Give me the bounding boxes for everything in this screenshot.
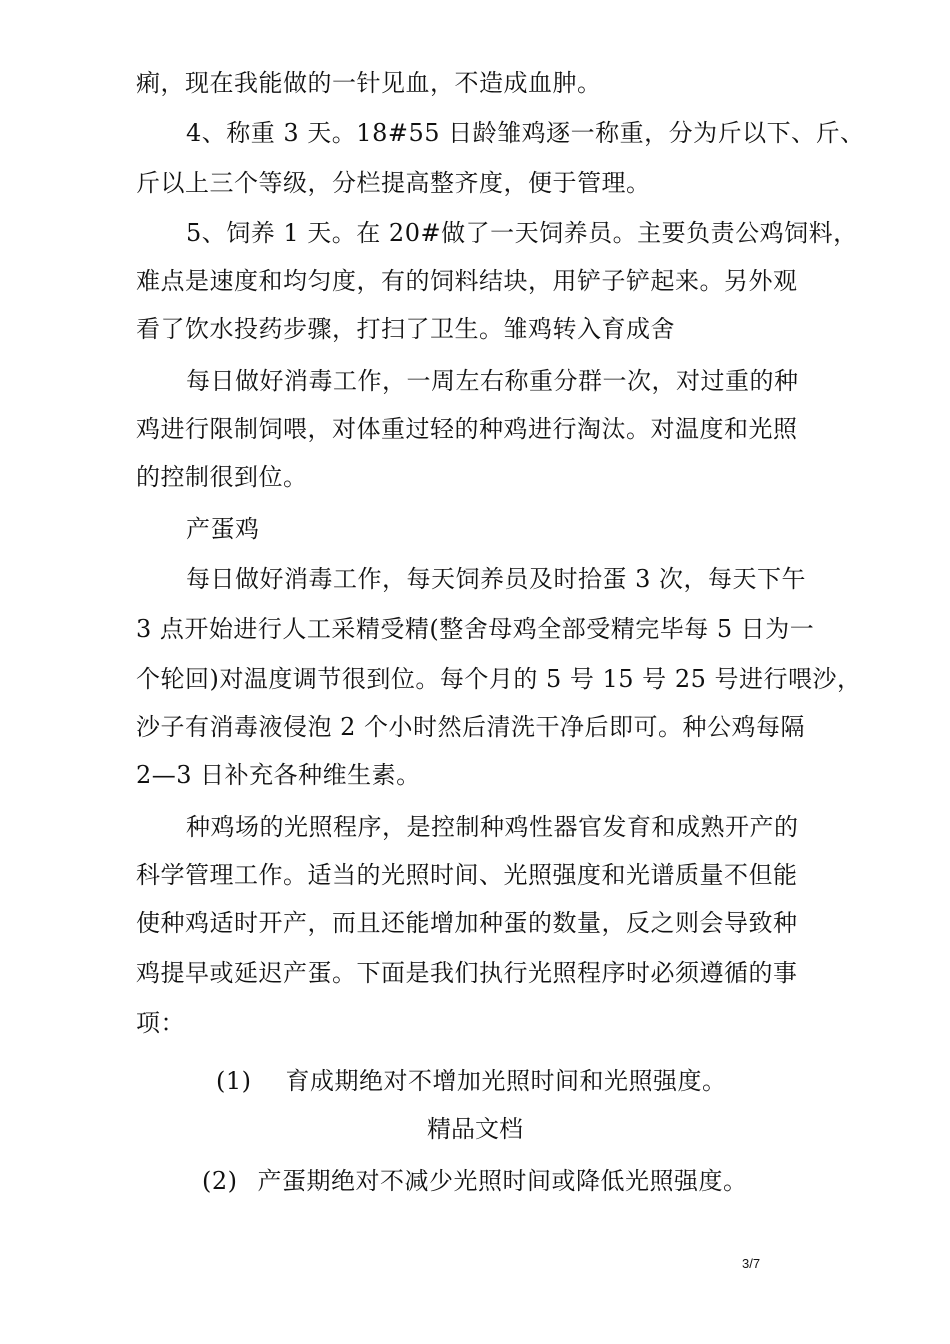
text-line-13: 个轮回)对温度调节很到位。每个月的 5 号 15 号 25 号进行喂沙， (136, 665, 862, 693)
text-line-9: 的控制很到位。 (136, 463, 308, 491)
text-line-7: 每日做好消毒工作，一周左右称重分群一次，对过重的种 (186, 367, 799, 395)
text-line-16: 种鸡场的光照程序，是控制种鸡性器官发育和成熟开产的 (186, 813, 799, 841)
list-item-2-marker: (2) (202, 1167, 238, 1195)
text-line-14: 沙子有消毒液侵泡 2 个小时然后清洗干净后即可。种公鸡每隔 (136, 713, 806, 741)
list-item-1 (216, 1066, 727, 1096)
text-line-17: 科学管理工作。适当的光照时间、光照强度和光谱质量不但能 (136, 861, 798, 889)
text-line-3: 斤以上三个等级，分栏提高整齐度，便于管理。 (136, 169, 651, 197)
list-item-2-text: 产蛋期绝对不减少光照时间或降低光照强度。 (257, 1167, 748, 1195)
text-line-6: 看了饮水投药步骤，打扫了卫生。雏鸡转入育成舍 (136, 315, 675, 343)
text-line-15: 2—3 日补充各种维生素。 (136, 761, 421, 789)
text-line-4: 5、饲养 1 天。在 20#做了一天饲养员。主要负责公鸡饲料， (186, 219, 858, 247)
watermark-text: 精品文档 (427, 1115, 523, 1143)
text-line-12: 3 点开始进行人工采精受精(整舍母鸡全部受精完毕每 5 日为一 (136, 615, 815, 643)
text-line-11: 每日做好消毒工作，每天饲养员及时拾蛋 3 次，每天下午 (186, 565, 807, 593)
list-item-1-text: 育成期绝对不增加光照时间和光照强度。 (285, 1067, 727, 1095)
text-line-2: 4、称重 3 天。18#55 日龄雏鸡逐一称重，分为斤以下、斤、 (186, 119, 865, 147)
text-line-19: 鸡提早或延迟产蛋。下面是我们执行光照程序时必须遵循的事 (136, 959, 798, 987)
text-line-1: 痢，现在我能做的一针见血，不造成血肿。 (136, 69, 602, 97)
list-item-2 (202, 1166, 748, 1196)
text-line-8: 鸡进行限制饲喂，对体重过轻的种鸡进行淘汰。对温度和光照 (136, 415, 798, 443)
text-line-5: 难点是速度和均匀度，有的饲料结块，用铲子铲起来。另外观 (136, 267, 798, 295)
list-item-1-marker: (1) (216, 1067, 252, 1095)
page-number: 3/7 (742, 1256, 761, 1271)
text-line-20: 项： (136, 1009, 185, 1037)
section-heading: 产蛋鸡 (186, 515, 260, 543)
text-line-18: 使种鸡适时开产，而且还能增加种蛋的数量，反之则会导致种 (136, 909, 798, 937)
